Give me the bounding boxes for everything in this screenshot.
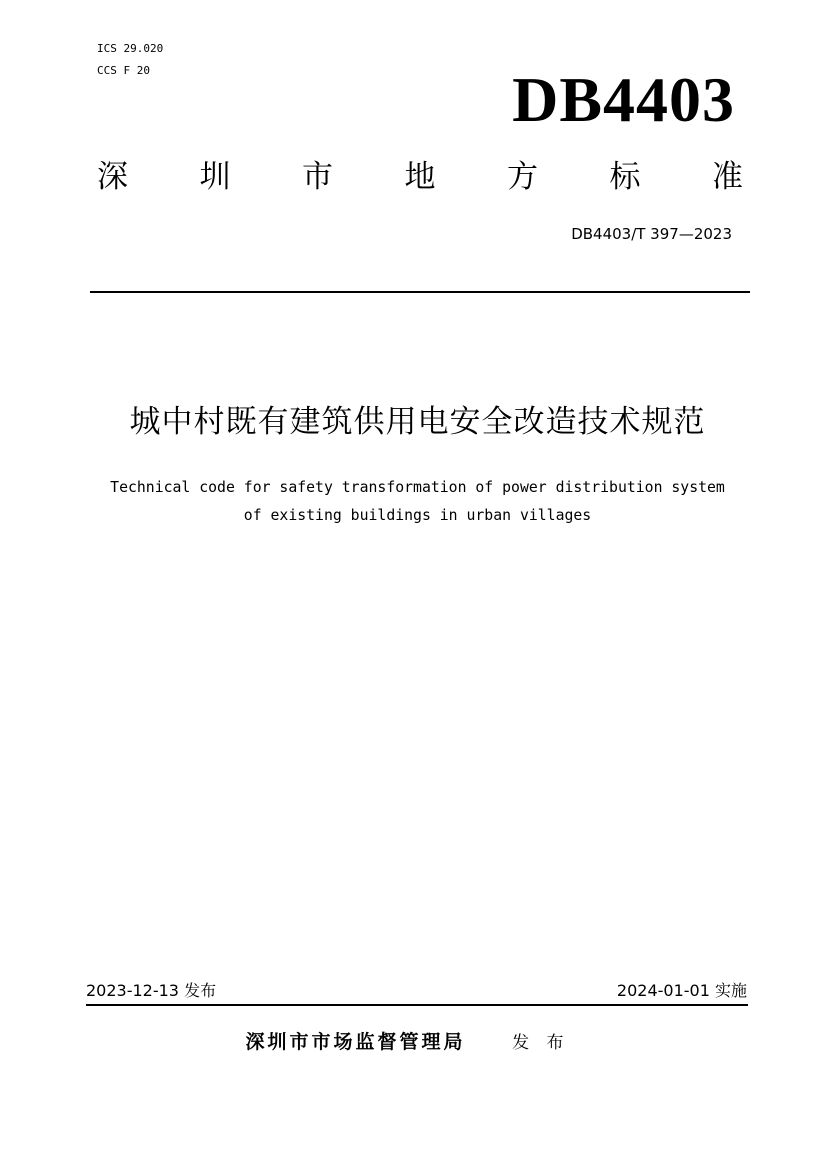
standard-type-char: 深 [97, 159, 128, 195]
issuer-line [0, 1028, 815, 1057]
standard-type-char: 标 [609, 159, 641, 195]
standard-type-char: 方 [507, 159, 538, 195]
title-english-line: Technical code for safety transformation of power distribution system [110, 479, 725, 496]
ics-code: ICS 29.020 [97, 42, 164, 55]
standard-number: DB4403/T 397—2023 [571, 225, 732, 243]
standard-type-char: 准 [712, 159, 743, 195]
issuer-name: 深圳市市场监督管理局 [245, 1031, 466, 1053]
standard-type-char: 圳 [199, 159, 231, 195]
ccs-code: CCS F 20 [97, 64, 150, 77]
standard-type [97, 155, 743, 199]
implementation-date: 2024-01-01 实施 [616, 981, 747, 1000]
standard-type-char: 地 [404, 159, 436, 195]
title-english-line: of existing buildings in urban villages [243, 507, 592, 524]
db-code-logo: DB4403 [512, 64, 735, 135]
footer-divider [86, 1004, 748, 1006]
header-divider [90, 291, 750, 293]
issuer-action: 发 布 [512, 1033, 570, 1053]
title-english [60, 474, 775, 530]
standard-type-char: 市 [302, 159, 333, 195]
title-chinese: 城中村既有建筑供用电安全改造技术规范 [129, 404, 706, 440]
issue-date: 2023-12-13 发布 [86, 981, 217, 1000]
